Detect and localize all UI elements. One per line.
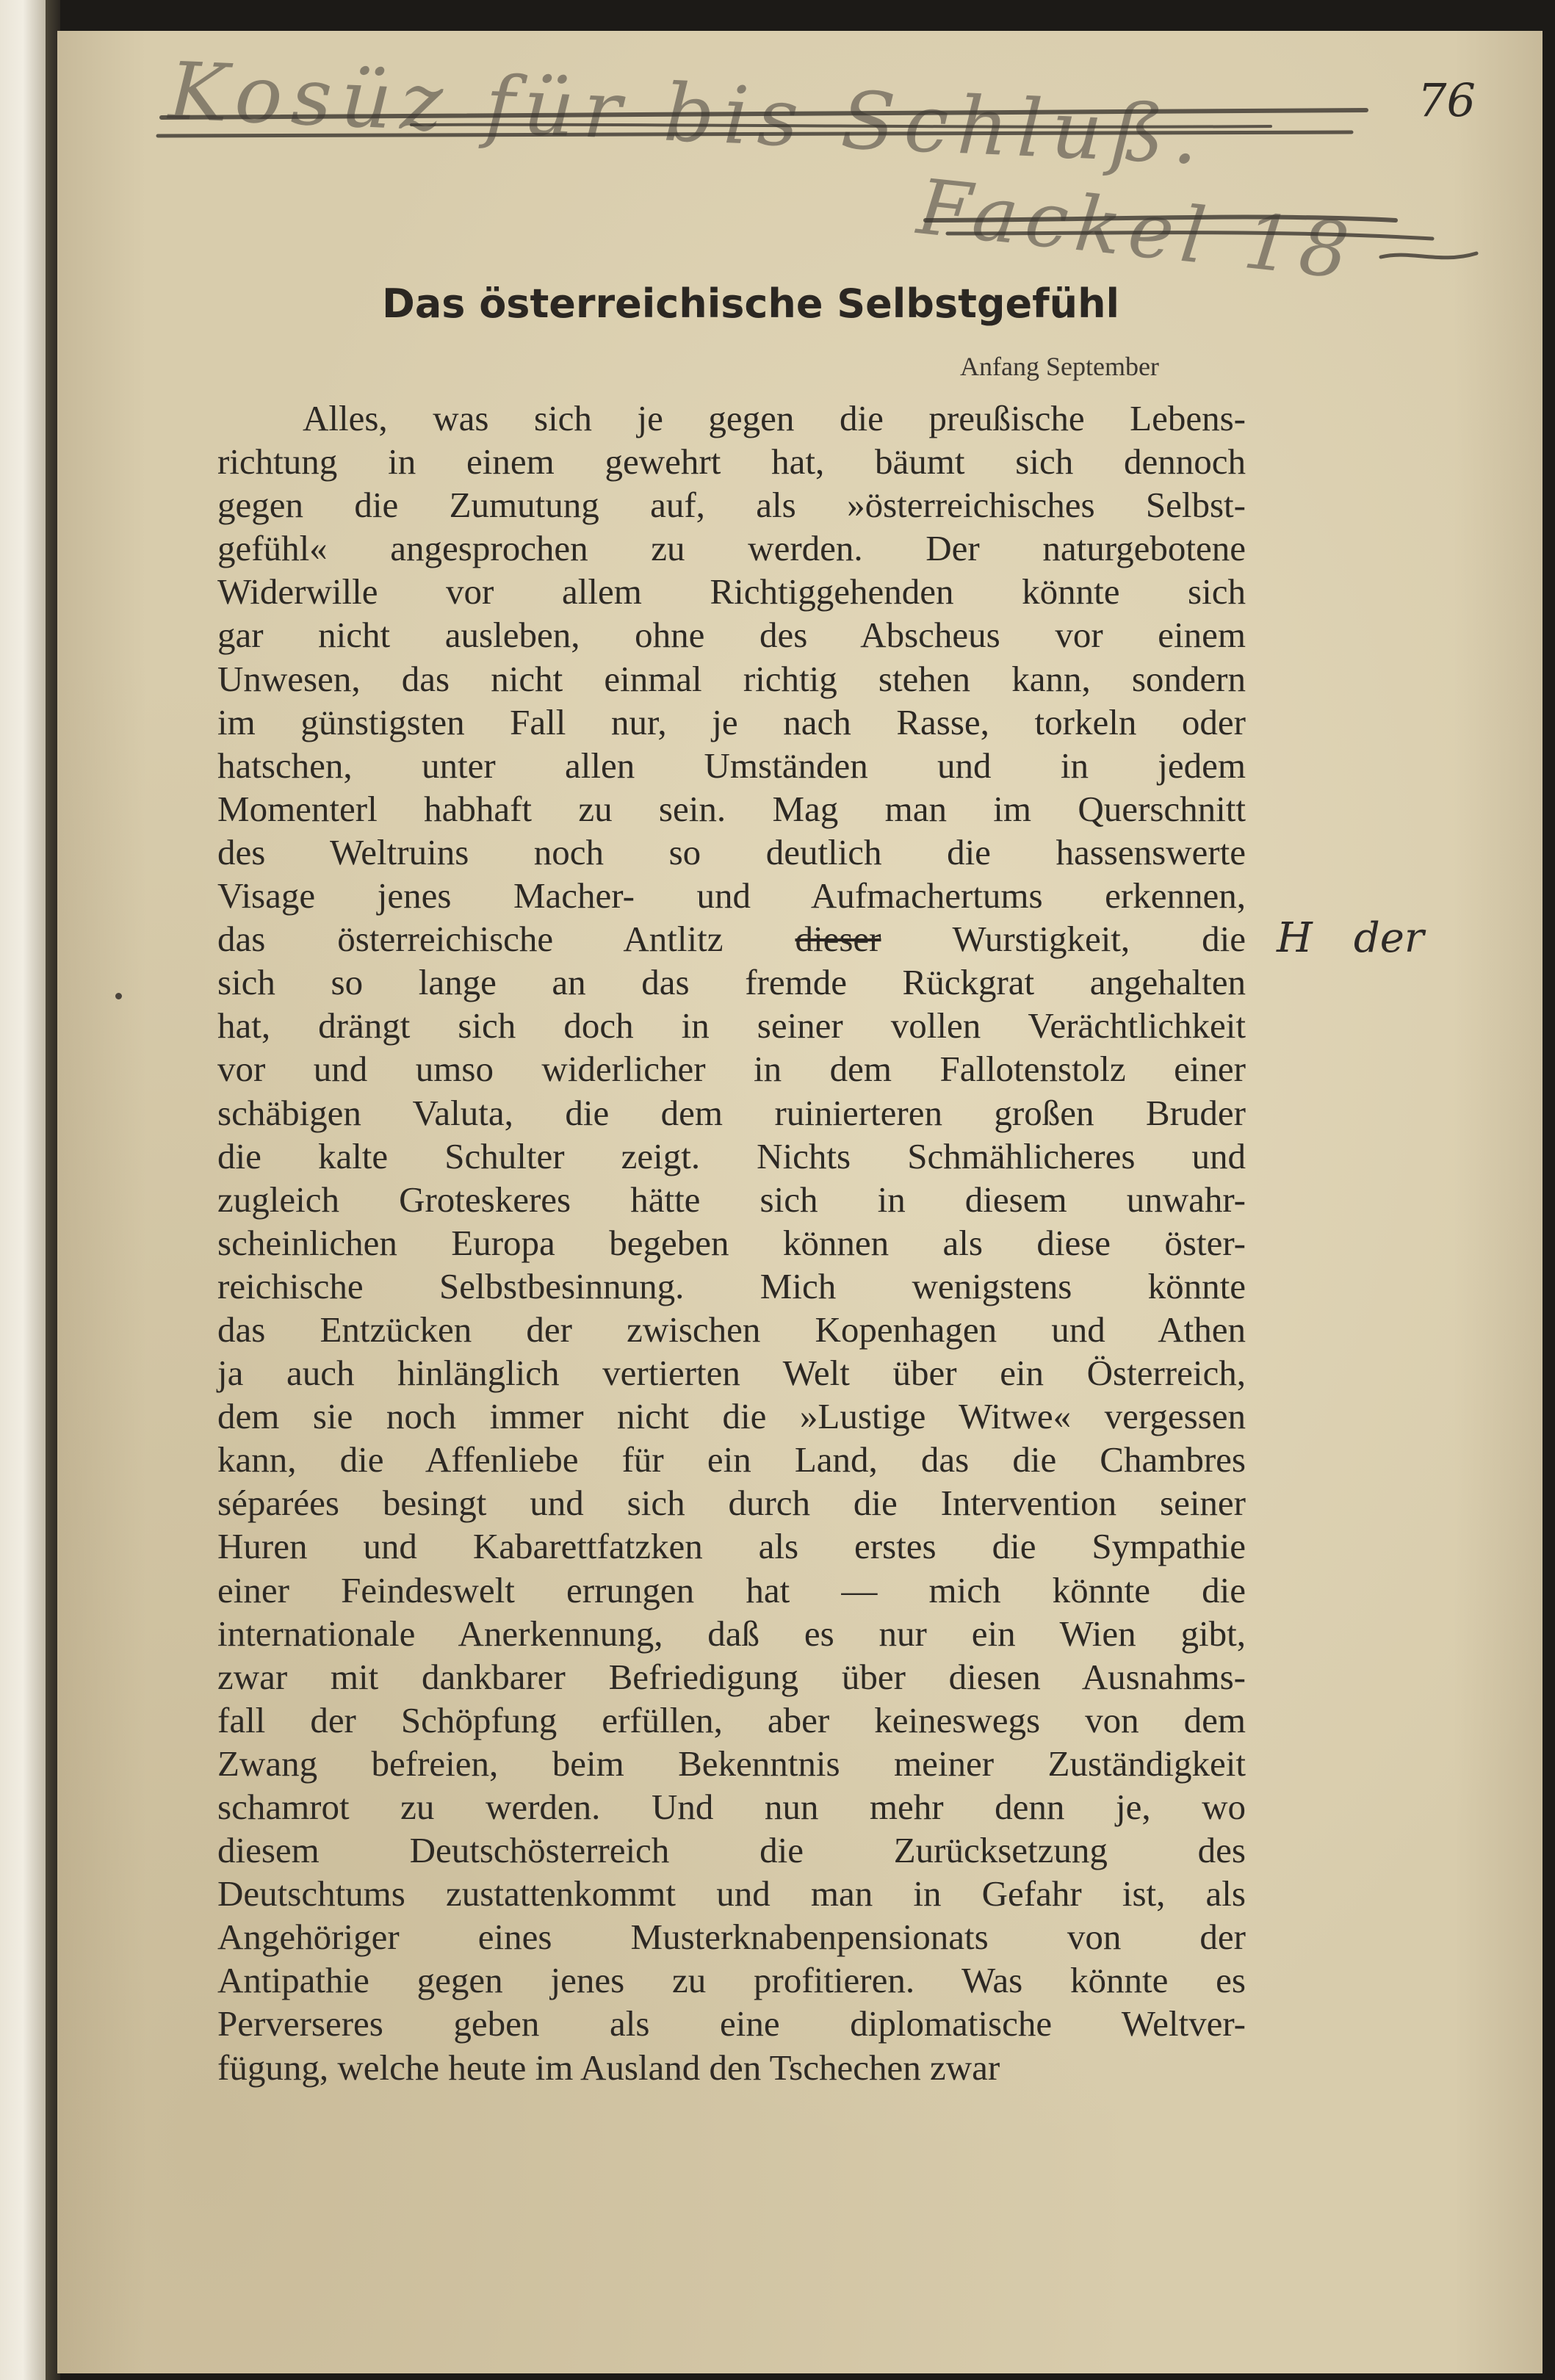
- body-line: Unwesen, das nicht einmal richtig stehen kann, sondern: [217, 658, 1246, 699]
- body-line: zugleich Groteskeres hätte sich in diesem unwahr-: [217, 1179, 1246, 1220]
- body-line: richtung in einem gewehrt hat, bäumt sich dennoch: [217, 441, 1246, 482]
- body-line: ja auch hinlänglich vertierten Welt über ein Österreich,: [217, 1353, 1246, 1394]
- strike-line-5: [948, 233, 1432, 239]
- correction-mark: H: [1277, 914, 1313, 962]
- body-line: zwar mit dankbarer Befriedigung über diesen Ausnahms-: [217, 1656, 1246, 1697]
- strike-line-4: [926, 217, 1396, 220]
- body-line: des Weltruins noch so deutlich die hassenswerte: [217, 831, 1246, 872]
- body-line: reichische Selbstbesinnung. Mich wenigstens könnte: [217, 1265, 1246, 1306]
- body-line: dem sie noch immer nicht die »Lustige Witwe« vergessen: [217, 1396, 1246, 1437]
- body-line: gegen die Zumutung auf, als »österreichisches Selbst-: [217, 485, 1246, 526]
- body-line: fall der Schöpfung erfüllen, aber keineswegs von dem: [217, 1699, 1246, 1740]
- handwritten-struck-note-line1: Kosüz für bis Schluß.: [167, 46, 1209, 183]
- body-line: Huren und Kabarettfatzken als erstes die Sympathie: [217, 1526, 1246, 1567]
- body-line: schäbigen Valuta, die dem ruinierteren großen Bruder: [217, 1092, 1246, 1133]
- article-date: Anfang September: [960, 352, 1159, 381]
- body-line: Zwang befreien, beim Bekenntnis meiner Zuständigkeit: [217, 1743, 1246, 1784]
- margin-dot: [115, 993, 122, 999]
- body-line: Momenterl habhaft zu sein. Mag man im Querschnitt: [217, 788, 1246, 829]
- body-line: sich so lange an das fremde Rückgrat angehalten: [217, 962, 1246, 1003]
- body-line: scheinlichen Europa begeben können als diese öster-: [217, 1222, 1246, 1263]
- strike-line-6: [1381, 253, 1476, 258]
- strike-line-2: [158, 132, 1352, 136]
- body-line: im günstigsten Fall nur, je nach Rasse, torkeln oder: [217, 701, 1246, 742]
- body-line: Antipathie gegen jenes zu profitieren. Was könnte es: [217, 1960, 1246, 2001]
- body-line: das Entzücken der zwischen Kopenhagen und Athen: [217, 1309, 1246, 1350]
- body-line: gar nicht ausleben, ohne des Abscheus vor einem: [217, 615, 1246, 656]
- page-number: 76: [1418, 73, 1476, 127]
- margin-correction: [1277, 914, 1424, 962]
- article-body: [217, 397, 1246, 2089]
- body-line: die kalte Schulter zeigt. Nichts Schmählicheres und: [217, 1135, 1246, 1176]
- body-line: diesem Deutschösterreich die Zurücksetzung des: [217, 1830, 1246, 1871]
- body-line: Widerwille vor allem Richtiggehenden könnte sich: [217, 571, 1246, 612]
- body-line: Visage jenes Macher- und Aufmachertums erkennen,: [217, 875, 1246, 916]
- body-line: vor und umso widerlicher in dem Fallotenstolz einer: [217, 1049, 1246, 1090]
- body-line: einer Feindeswelt errungen hat — mich könnte die: [217, 1569, 1246, 1610]
- body-line: Alles, was sich je gegen die preußische Lebens-: [303, 398, 1246, 438]
- body-line: internationale Anerkennung, daß es nur ein Wien gibt,: [217, 1613, 1246, 1654]
- body-line: Perverseres geben als eine diplomatische Weltver-: [217, 2003, 1246, 2044]
- body-line: hat, drängt sich doch in seiner vollen Verächtlichkeit: [217, 1005, 1246, 1046]
- body-line-part: Wurstigkeit, die: [952, 919, 1246, 960]
- body-line: gefühl« angesprochen zu werden. Der naturgebotene: [217, 528, 1246, 569]
- body-line: séparées besingt und sich durch die Intervention seiner: [217, 1483, 1246, 1524]
- body-line: kann, die Affenliebe für ein Land, das die Chambres: [217, 1439, 1246, 1480]
- struck-word: dieser: [795, 919, 881, 960]
- body-line-part: das österreichische Antlitz: [217, 919, 724, 960]
- body-line: schamrot zu werden. Und nun mehr denn je, wo: [217, 1787, 1246, 1827]
- handwritten-struck-note-line2: Fackel 18: [913, 162, 1360, 297]
- body-line: Deutschtums zustattenkommt und man in Gefahr ist, als: [217, 1873, 1246, 1914]
- strike-line-3: [411, 125, 1271, 127]
- body-line: hatschen, unter allen Umständen und in jedem: [217, 745, 1246, 786]
- body-line: Angehöriger eines Musterknabenpensionats von der: [217, 1917, 1246, 1958]
- body-line-with-deletion: [217, 917, 1246, 961]
- strike-line-1: [162, 110, 1366, 117]
- correction-insert: der: [1353, 914, 1424, 962]
- body-line: fügung, welche heute im Ausland den Tschechen zwar: [217, 2047, 1000, 2088]
- article-title: Das österreichische Selbstgefühl: [382, 281, 1120, 327]
